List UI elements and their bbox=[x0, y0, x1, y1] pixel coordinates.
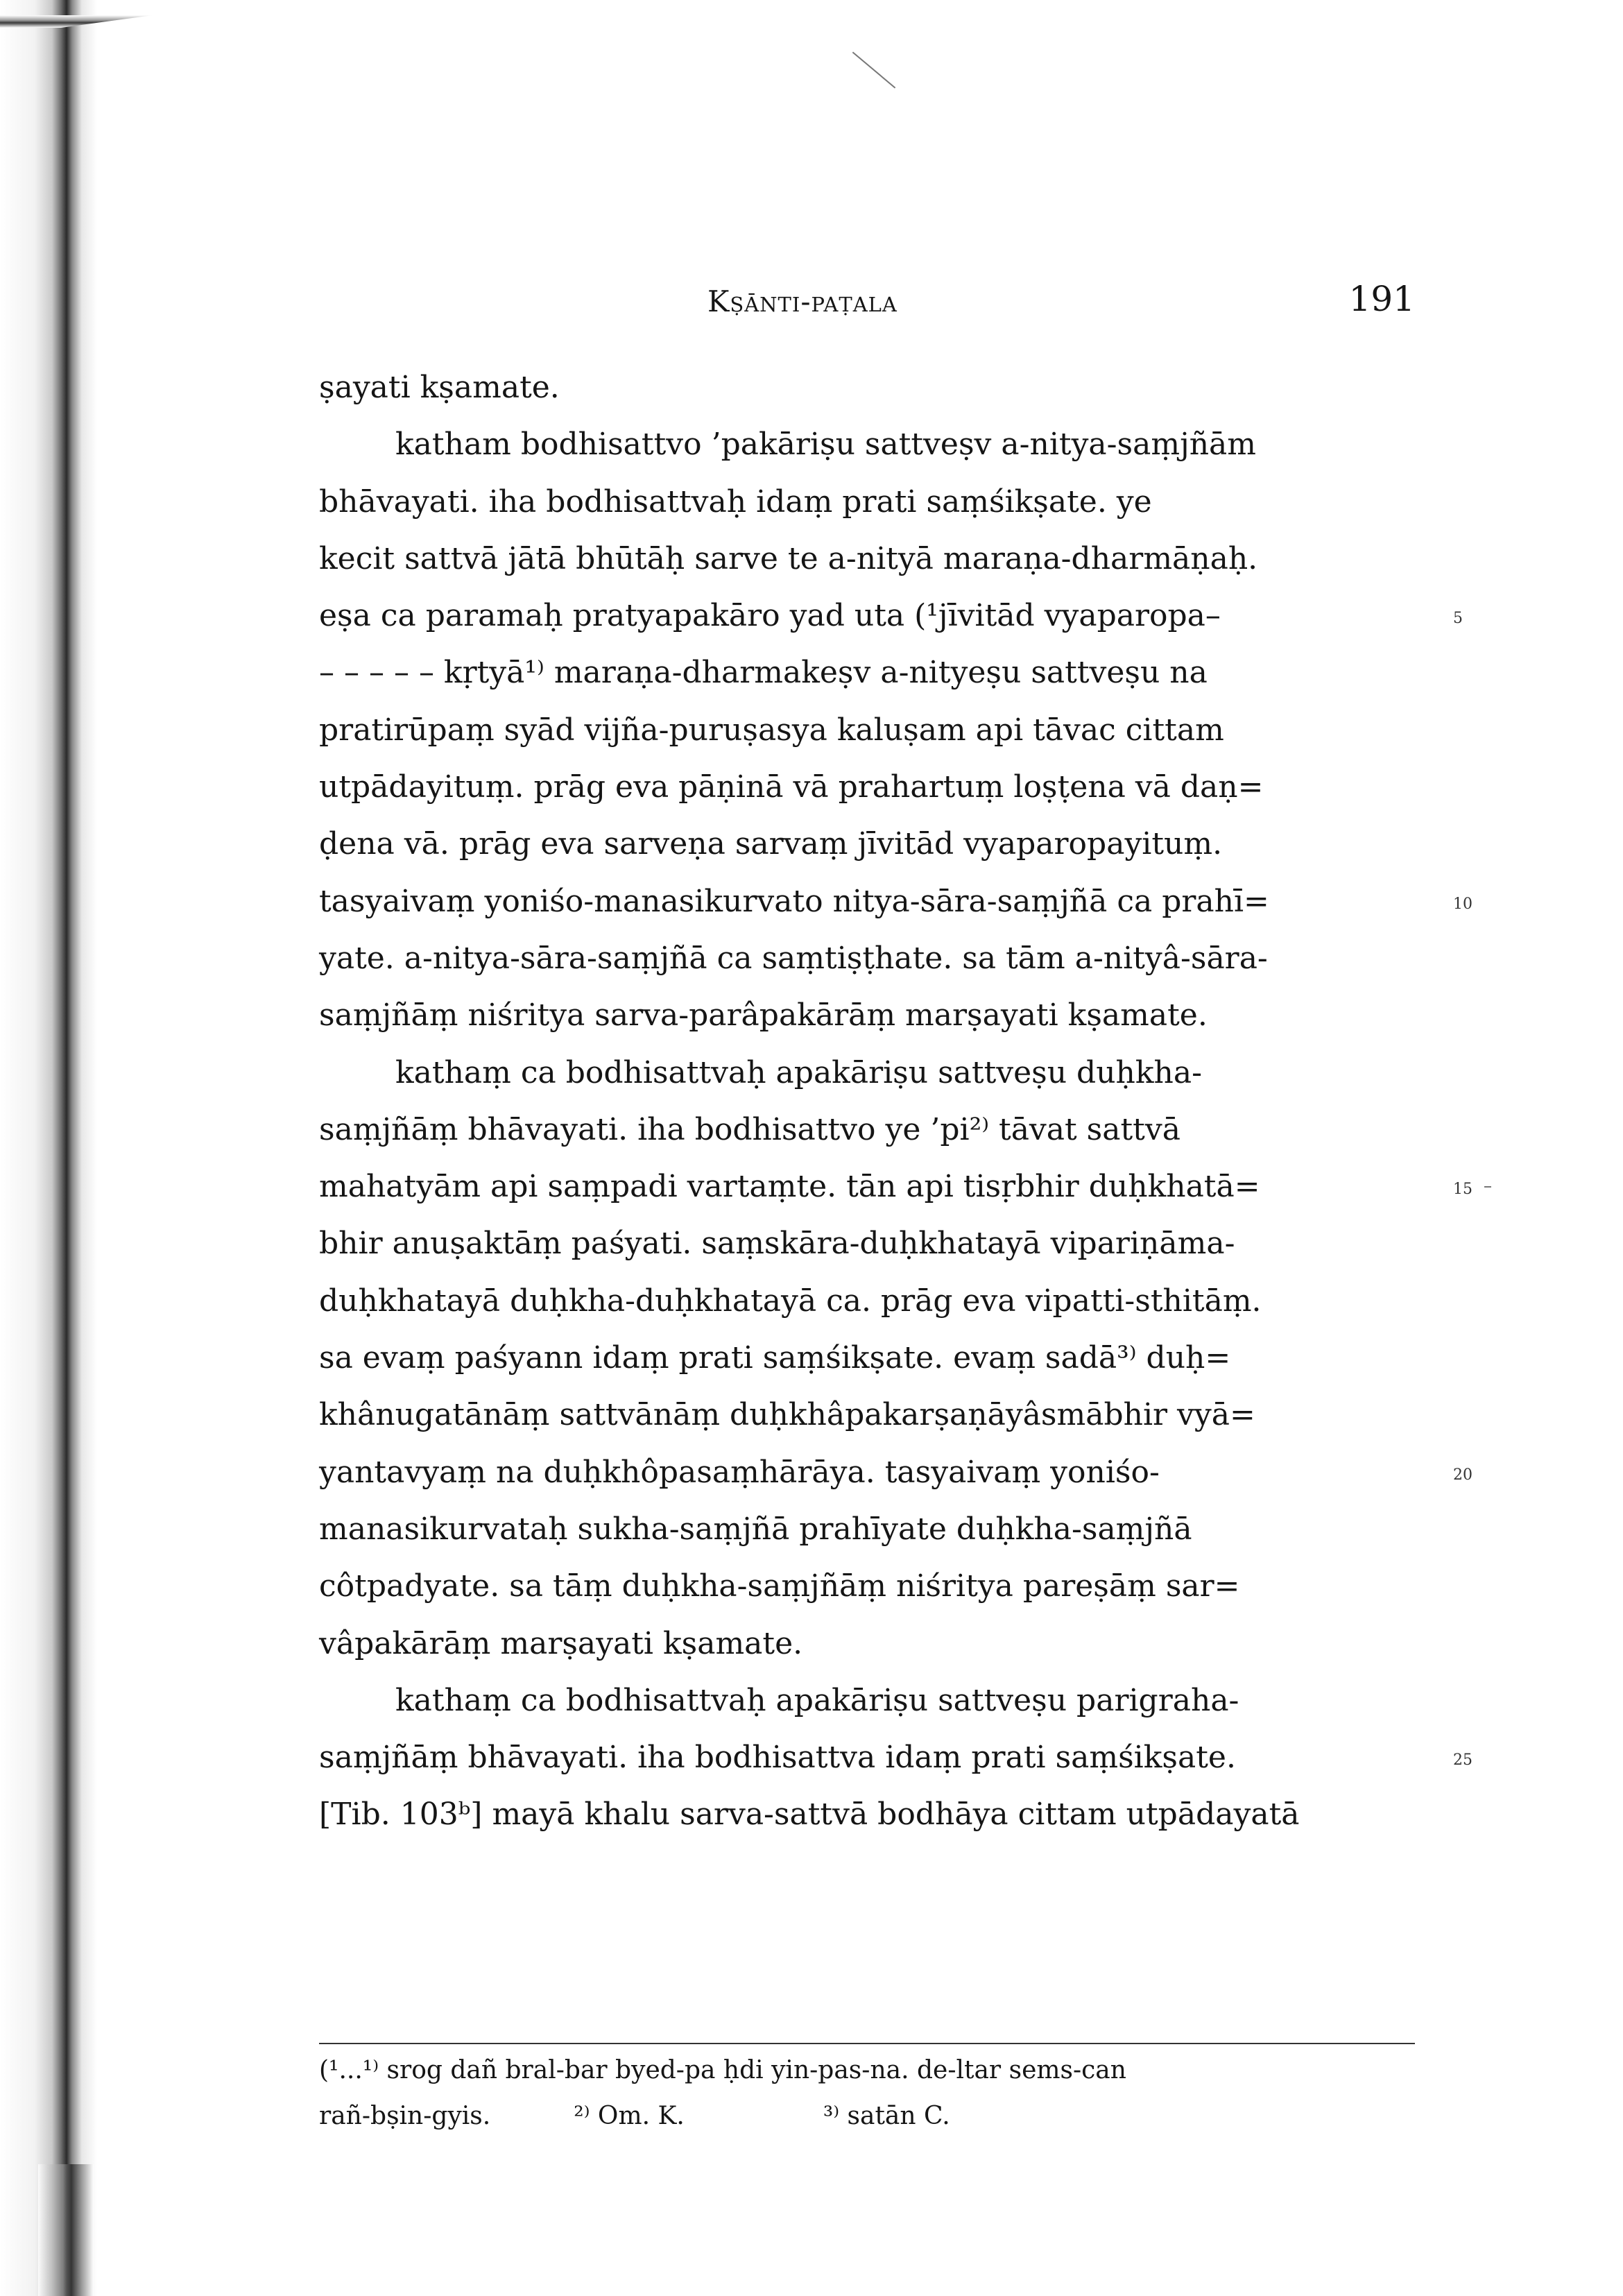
footnotes-block bbox=[319, 2048, 1415, 2139]
line-text: [Tib. 103ᵇ] mayā khalu sarva-sattvā bodhāya cittam utpādayatā bbox=[319, 1797, 1300, 1833]
book-spine-shadow bbox=[0, 0, 104, 2296]
line-text: saṃjñāṃ niśritya sarva-parâpakārāṃ marṣayati kṣamate. bbox=[319, 997, 1208, 1034]
stray-mark bbox=[852, 52, 896, 89]
text-line bbox=[319, 416, 1415, 473]
line-text: ḍena vā. prāg eva sarveṇa sarvaṃ jīvitād vyaparopayituṃ. bbox=[319, 826, 1223, 862]
margin-line-number: 10 bbox=[1453, 895, 1472, 913]
footnote-3: ³⁾ satān C. bbox=[823, 2102, 950, 2130]
main-text-block bbox=[319, 359, 1472, 1844]
text-line bbox=[319, 1273, 1415, 1330]
line-text: côtpadyate. sa tāṃ duḥkha-saṃjñāṃ niśritya pareṣāṃ sar= bbox=[319, 1568, 1240, 1604]
text-line bbox=[319, 930, 1415, 987]
text-line bbox=[319, 531, 1415, 588]
text-line bbox=[319, 474, 1415, 531]
line-text: mahatyām api saṃpadi vartaṃte. tān api tisṛbhir duḥkhatā= bbox=[319, 1169, 1260, 1205]
footnote-1-continued: rañ-bṣin-gyis. bbox=[319, 2102, 491, 2130]
text-line bbox=[319, 1387, 1415, 1443]
text-line bbox=[319, 1158, 1472, 1215]
text-line bbox=[319, 359, 1415, 416]
text-line bbox=[319, 1729, 1472, 1786]
text-line bbox=[319, 1558, 1415, 1615]
text-line bbox=[319, 702, 1415, 759]
text-line bbox=[319, 987, 1415, 1044]
margin-line-number: 5 bbox=[1453, 610, 1463, 628]
footnote-line bbox=[319, 2093, 1415, 2139]
text-line bbox=[319, 1444, 1472, 1501]
text-line bbox=[319, 873, 1472, 930]
line-text: utpādayituṃ. prāg eva pāṇinā vā prahartuṃ loṣṭena vā daṇ= bbox=[319, 769, 1264, 805]
line-text: duḥkhatayā duḥkha-duḥkhatayā ca. prāg eva vipatti-sthitāṃ. bbox=[319, 1283, 1262, 1319]
text-line bbox=[319, 1215, 1415, 1272]
page-header bbox=[319, 279, 1415, 327]
line-text: bhāvayati. iha bodhisattvaḥ idaṃ prati saṃśikṣate. ye bbox=[319, 483, 1152, 520]
text-line bbox=[319, 1786, 1415, 1843]
margin-line-number: 25 bbox=[1453, 1751, 1472, 1770]
margin-line-number: 20 bbox=[1453, 1466, 1472, 1484]
footnote-2: ²⁾ Om. K. bbox=[574, 2102, 685, 2130]
line-text: sa evaṃ paśyann idaṃ prati saṃśikṣate. evaṃ sadā³⁾ duḥ= bbox=[319, 1340, 1231, 1376]
footnote-1: (¹...¹⁾ srog dañ bral-bar byed-pa ḥdi yin-pas-na. de-ltar sems-can bbox=[319, 2056, 1126, 2084]
line-text: yate. a-nitya-sāra-saṃjñā ca saṃtiṣṭhate. sa tām a-nityâ-sāra- bbox=[319, 940, 1268, 976]
text-line bbox=[319, 1330, 1415, 1387]
line-text: katham bodhisattvo ’pakāriṣu sattveṣv a-nitya-saṃjñām bbox=[395, 427, 1257, 463]
margin-line-number: 15 bbox=[1453, 1181, 1472, 1199]
line-text: eṣa ca paramaḥ pratyapakāro yad uta (¹jīvitād vyaparopa– bbox=[319, 598, 1221, 634]
footnote-line bbox=[319, 2048, 1415, 2093]
text-line bbox=[319, 1616, 1415, 1672]
line-text: saṃjñāṃ bhāvayati. iha bodhisattva idaṃ prati saṃśikṣate. bbox=[319, 1740, 1236, 1776]
line-text: yantavyaṃ na duḥkhôpasaṃhārāya. tasyaivaṃ yoniśo- bbox=[319, 1454, 1160, 1490]
running-title: Kṣānti-paṭala bbox=[707, 284, 898, 318]
line-text: ṣayati kṣamate. bbox=[319, 370, 560, 405]
line-text: bhir anuṣaktāṃ paśyati. saṃskāra-duḥkhatayā vipariṇāma- bbox=[319, 1226, 1235, 1262]
book-spine-bottom-shadow bbox=[38, 2164, 94, 2296]
line-text: kecit sattvā jātā bhūtāḥ sarve te a-nityā maraṇa-dharmāṇaḥ. bbox=[319, 540, 1258, 576]
line-text: kathaṃ ca bodhisattvaḥ apakāriṣu sattveṣu parigraha- bbox=[395, 1682, 1239, 1718]
text-line bbox=[319, 1045, 1415, 1102]
text-line bbox=[319, 1102, 1415, 1158]
page-number: 191 bbox=[1348, 279, 1415, 319]
stray-mark bbox=[1484, 1186, 1491, 1188]
line-text: pratirūpaṃ syād vijña-puruṣasya kaluṣam api tāvac cittam bbox=[319, 712, 1224, 748]
text-line bbox=[319, 588, 1463, 644]
line-text: manasikurvataḥ sukha-saṃjñā prahīyate duḥkha-saṃjñā bbox=[319, 1511, 1192, 1547]
line-text: tasyaivaṃ yoniśo-manasikurvato nitya-sāra-saṃjñā ca prahī= bbox=[319, 883, 1269, 919]
line-text: khânugatānāṃ sattvānāṃ duḥkhâpakarṣaṇāyâsmābhir vyā= bbox=[319, 1397, 1255, 1433]
line-text: vâpakārāṃ marṣayati kṣamate. bbox=[319, 1625, 803, 1661]
text-line bbox=[319, 1501, 1415, 1558]
text-line bbox=[319, 816, 1415, 873]
line-text: kathaṃ ca bodhisattvaḥ apakāriṣu sattveṣu duḥkha- bbox=[395, 1054, 1202, 1090]
text-line bbox=[319, 644, 1415, 701]
line-text: – – – – – kṛtyā¹⁾ maraṇa-dharmakeṣv a-nityeṣu sattveṣu na bbox=[319, 655, 1208, 691]
text-line bbox=[319, 1672, 1415, 1729]
footnote-rule bbox=[319, 2043, 1415, 2044]
text-line bbox=[319, 759, 1415, 816]
line-text: saṃjñāṃ bhāvayati. iha bodhisattvo ye ’pi²⁾ tāvat sattvā bbox=[319, 1111, 1180, 1147]
